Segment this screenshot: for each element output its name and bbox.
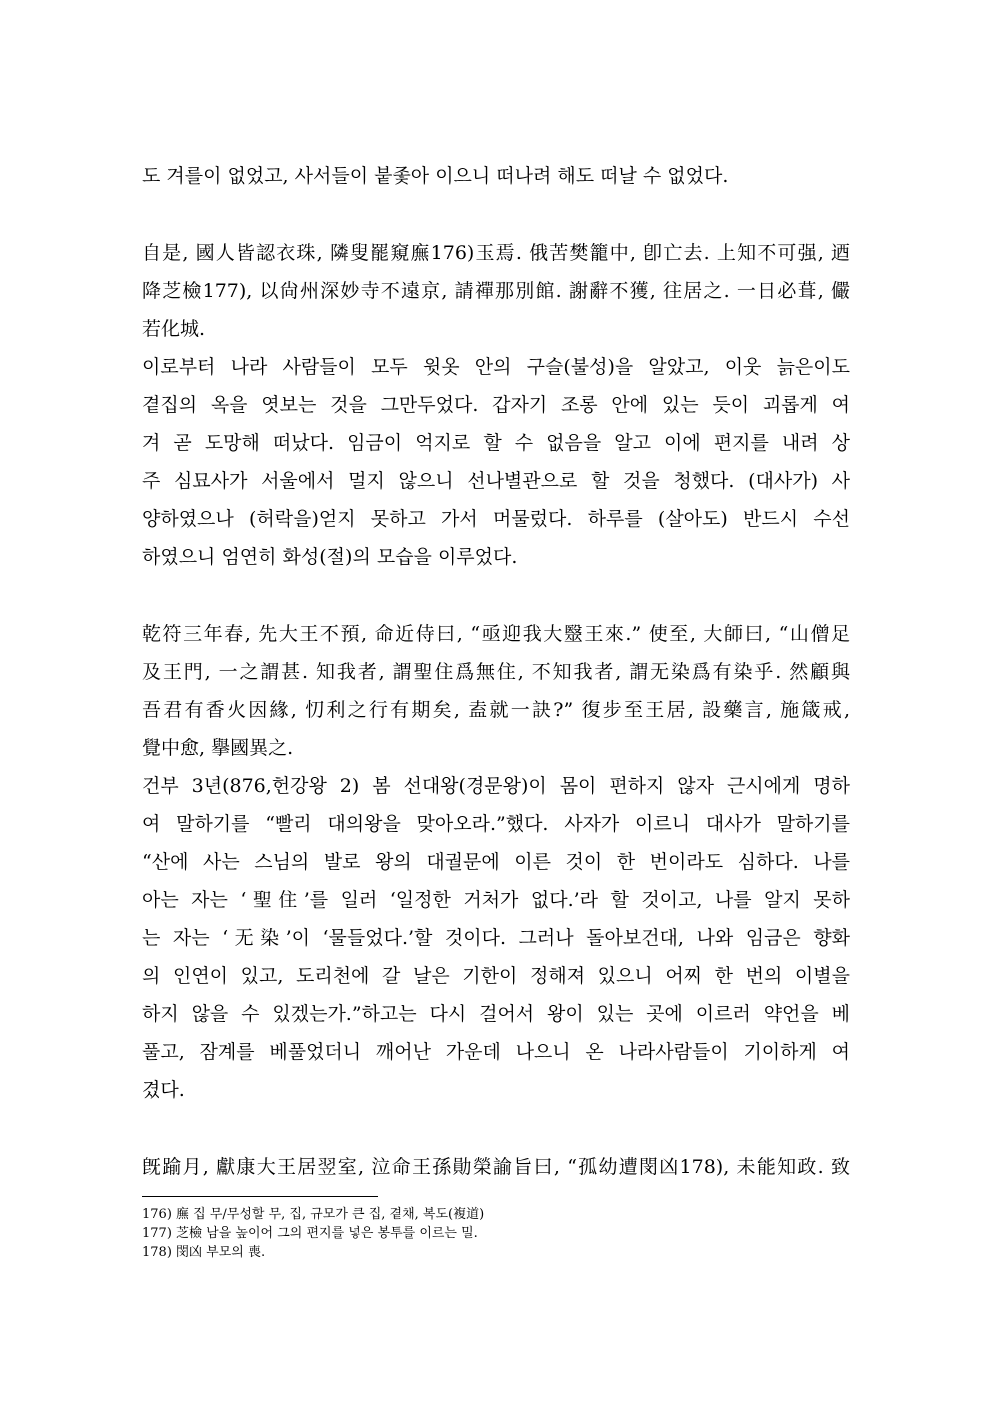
body-line: 覺中愈, 擧國異之.: [142, 737, 294, 759]
body-line: 도 겨를이 없었고, 사서들이 붙좇아 이으니 떠나려 해도 떠날 수 없었다.: [142, 165, 729, 187]
footnote-item: 177) 芝檢 남을 높이어 그의 편지를 넣은 봉투를 이르는 밀.: [142, 1226, 478, 1241]
body-line: 건부 3년(876,헌강왕 2) 봄 선대왕(경문왕)이 몸이 편하지 않자 근시에게 명하: [142, 775, 850, 797]
body-line: 旣踰月, 獻康大王居翌室, 泣命王孫勛榮諭旨曰, “孤幼遭閔凶178), 未能知政. 致: [142, 1156, 850, 1178]
body-line: 及王門, 一之謂甚. 知我者, 謂聖住爲無住, 不知我者, 謂无染爲有染乎. 然顧與: [142, 661, 850, 683]
body-line: 겨 곧 도망해 떠났다. 임금이 억지로 할 수 없음을 알고 이에 편지를 내려 상: [142, 432, 850, 454]
body-line: 降芝檢177), 以尙州深妙寺不遠京, 請禪那別館. 謝辭不獲, 往居之. 一日必葺, 儼: [142, 280, 850, 302]
body-line: 乾符三年春, 先大王不預, 命近侍曰, “亟迎我大毉王來.” 使至, 大師曰, “山僧足: [142, 623, 850, 645]
body-line: 여 말하기를 “빨리 대의왕을 맞아오라.”했다. 사자가 이르니 대사가 말하기를: [142, 813, 850, 835]
body-line: “산에 사는 스님의 발로 왕의 대궐문에 이른 것이 한 번이라도 심하다. 나를: [142, 851, 850, 873]
body-line: 겼다.: [142, 1079, 185, 1101]
body-line: 하였으니 엄연히 화성(절)의 모습을 이루었다.: [142, 546, 518, 568]
body-line: 아는 자는 ‘聖住’를 일러 ‘일정한 거처가 없다.’라 할 것이고, 나를 알지 못하: [142, 889, 850, 911]
body-line: 若化城.: [142, 318, 206, 340]
body-line: 이로부터 나라 사람들이 모두 윗옷 안의 구슬(불성)을 알았고, 이웃 늙은이도: [142, 356, 850, 378]
body-line: 곁집의 옥을 엿보는 것을 그만두었다. 갑자기 조롱 안에 있는 듯이 괴롭게 여: [142, 394, 850, 416]
body-line: 自是, 國人皆認衣珠, 隣叟罷窺廡176)玉焉. 俄苦樊籠中, 卽亡去. 上知不可强, 迺: [142, 242, 850, 264]
body-line: 주 심묘사가 서울에서 멀지 않으니 선나별관으로 할 것을 청했다. (대사가) 사: [142, 470, 850, 492]
document-page: [142, 0, 854, 1403]
body-line: 의 인연이 있고, 도리천에 갈 날은 기한이 정해져 있으니 어찌 한 번의 이별을: [142, 965, 850, 987]
footnote-item: 176) 廡 집 무/무성할 무, 집, 규모가 큰 집, 곁채, 복도(複道): [142, 1207, 485, 1222]
footnote-item: 178) 閔凶 부모의 喪.: [142, 1245, 266, 1260]
footnote-divider: [142, 1196, 378, 1197]
body-line: 풀고, 잠계를 베풀었더니 깨어난 가운데 나으니 온 나라사람들이 기이하게 여: [142, 1041, 850, 1063]
body-line: 양하였으나 (허락을)얻지 못하고 가서 머물렀다. 하루를 (살아도) 반드시 수선: [142, 508, 850, 530]
body-line: 吾君有香火因緣, 忉利之行有期矣, 盍就一訣?” 復步至王居, 設藥言, 施箴戒,: [142, 699, 850, 721]
body-line: 하지 않을 수 있겠는가.”하고는 다시 걸어서 왕이 있는 곳에 이르러 약언을 베: [142, 1003, 850, 1025]
body-line: 는 자는 ‘无染’이 ‘물들었다.’할 것이다. 그러나 돌아보건대, 나와 임금은 향화: [142, 927, 850, 949]
